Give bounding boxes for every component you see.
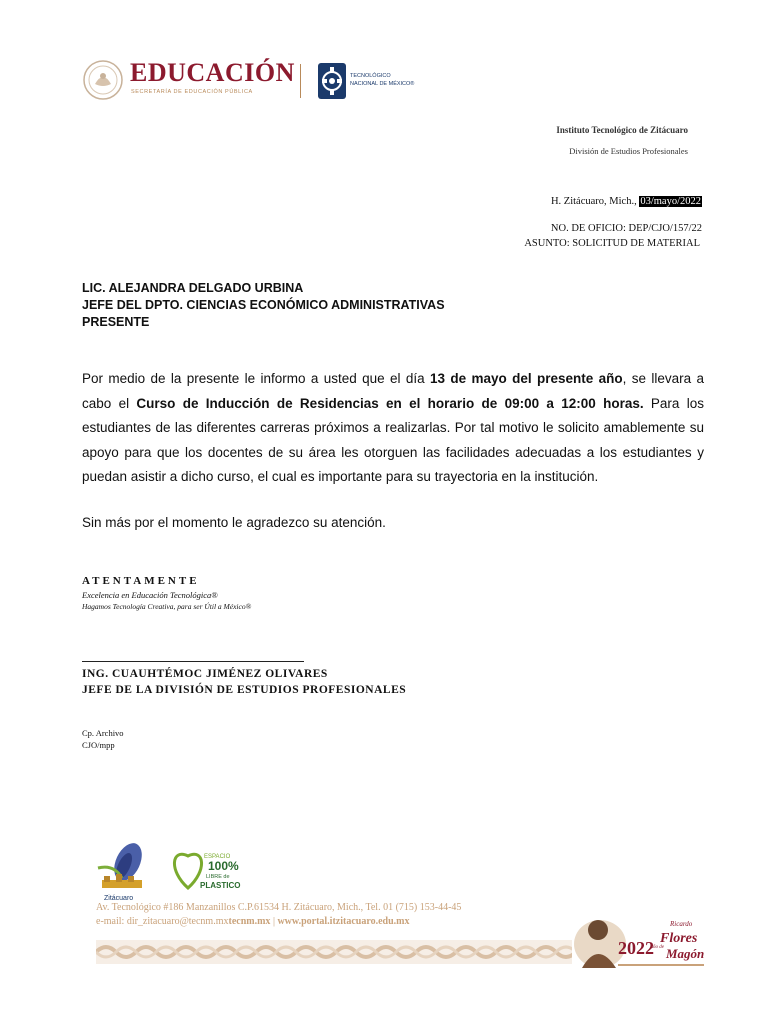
signature-line bbox=[82, 661, 304, 662]
body-text-c: , se llevara a cabo el bbox=[82, 371, 705, 411]
place-label: H. Zitácuaro, Mich., bbox=[550, 196, 637, 207]
body-text-e: Para los estudiantes de las diferentes carreras próximos a realizarlas. Por tal motivo le solicito amablemente su apoyo para que los docentes de su área les otorguen las facilidades adecuadas a los estudiantes y puedan asistir a dicho curso, el cual es importante para su trayectoria en la institución. bbox=[82, 395, 704, 484]
tecnm-line2: NACIONAL DE MÉXICO® bbox=[350, 81, 415, 87]
body-course-bold: Curso de Inducción de Residencias en el horario de 09:00 a 12:00 horas. bbox=[136, 395, 644, 411]
cc-initials: CJO/mpp bbox=[82, 740, 115, 750]
institute-name: Instituto Tecnológico de Zitácuaro bbox=[556, 125, 688, 135]
asunto: ASUNTO: SOLICITUD DE MATERIAL bbox=[524, 238, 700, 249]
body-date-bold: 13 de mayo del presente año bbox=[430, 371, 623, 386]
itz-logo-label: Zitácuaro bbox=[104, 895, 134, 902]
place-date bbox=[551, 196, 702, 207]
plastic-free-logo-icon bbox=[168, 848, 246, 896]
body-text-a: Por medio de la presente le informo a usted que el día bbox=[82, 371, 431, 386]
motto-2: Hagamos Tecnología Creativa, para ser Útil a México® bbox=[82, 602, 252, 611]
oficio-number: NO. DE OFICIO: DEP/CJO/157/22 bbox=[550, 223, 702, 234]
mexico-seal-icon bbox=[82, 58, 124, 102]
tecnm-label bbox=[350, 72, 414, 88]
recipient-block bbox=[82, 280, 445, 331]
signer-title: JEFE DE LA DIVISIÓN DE ESTUDIOS PROFESIONALES bbox=[82, 684, 407, 696]
header-divider bbox=[300, 64, 301, 98]
closing-line: Sin más por el momento le agradezco su atención. bbox=[82, 515, 386, 530]
year-name-3: Magón bbox=[666, 946, 705, 961]
year-badge: 2022 bbox=[618, 938, 654, 958]
year-caption: Año de bbox=[650, 945, 665, 950]
footer-separator: | bbox=[270, 916, 278, 927]
cc-archivo: Cp. Archivo bbox=[82, 728, 124, 738]
brand-subtitle: SECRETARÍA DE EDUCACIÓN PÚBLICA bbox=[131, 89, 253, 95]
footer-contact bbox=[96, 916, 409, 927]
division-name: División de Estudios Profesionales bbox=[569, 146, 688, 156]
itz-logo-icon bbox=[94, 838, 156, 904]
ricardo-flores-magon-badge-icon bbox=[572, 908, 708, 972]
footer-email-bold: tecnm.mx bbox=[228, 916, 271, 927]
footer-website[interactable]: www.portal.itzitacuaro.edu.mx bbox=[277, 916, 410, 927]
footer-email[interactable]: e-mail: dir_zitacuaro@tecnm.mx bbox=[96, 916, 229, 927]
plastic-text-4: PLASTICO bbox=[200, 881, 241, 890]
motto-1: Excelencia en Educación Tecnológica® bbox=[82, 590, 218, 600]
plastic-text-3: LIBRE de bbox=[206, 874, 230, 880]
letter-date: 03/mayo/2022 bbox=[640, 196, 701, 207]
atentamente: ATENTAMENTE bbox=[82, 575, 200, 587]
tecnm-gear-icon bbox=[316, 59, 348, 103]
tecnm-line1: TECNOLÓGICO bbox=[350, 73, 391, 79]
cc-block bbox=[82, 727, 124, 751]
signer-name: ING. CUAUHTÉMOC JIMÉNEZ OLIVARES bbox=[82, 668, 328, 680]
brand-title: EDUCACIÓN bbox=[130, 58, 295, 87]
recipient-presente: PRESENTE bbox=[82, 315, 150, 329]
year-name-2: Flores bbox=[660, 931, 698, 946]
signer-block bbox=[82, 666, 406, 698]
plastic-text-1: ESPACIO bbox=[204, 854, 231, 860]
year-name-1: Ricardo bbox=[670, 920, 693, 928]
plastic-text-2: 100% bbox=[208, 859, 239, 873]
recipient-name: LIC. ALEJANDRA DELGADO URBINA bbox=[82, 281, 304, 295]
letter-body bbox=[82, 367, 704, 490]
decorative-band bbox=[96, 940, 572, 964]
footer-address: Av. Tecnológico #186 Manzanillos C.P.61534 H. Zitácuaro, Mich., Tel. 01 (715) 153-44-45 bbox=[96, 902, 462, 913]
recipient-position: JEFE DEL DPTO. CIENCIAS ECONÓMICO ADMINISTRATIVAS bbox=[82, 298, 445, 312]
